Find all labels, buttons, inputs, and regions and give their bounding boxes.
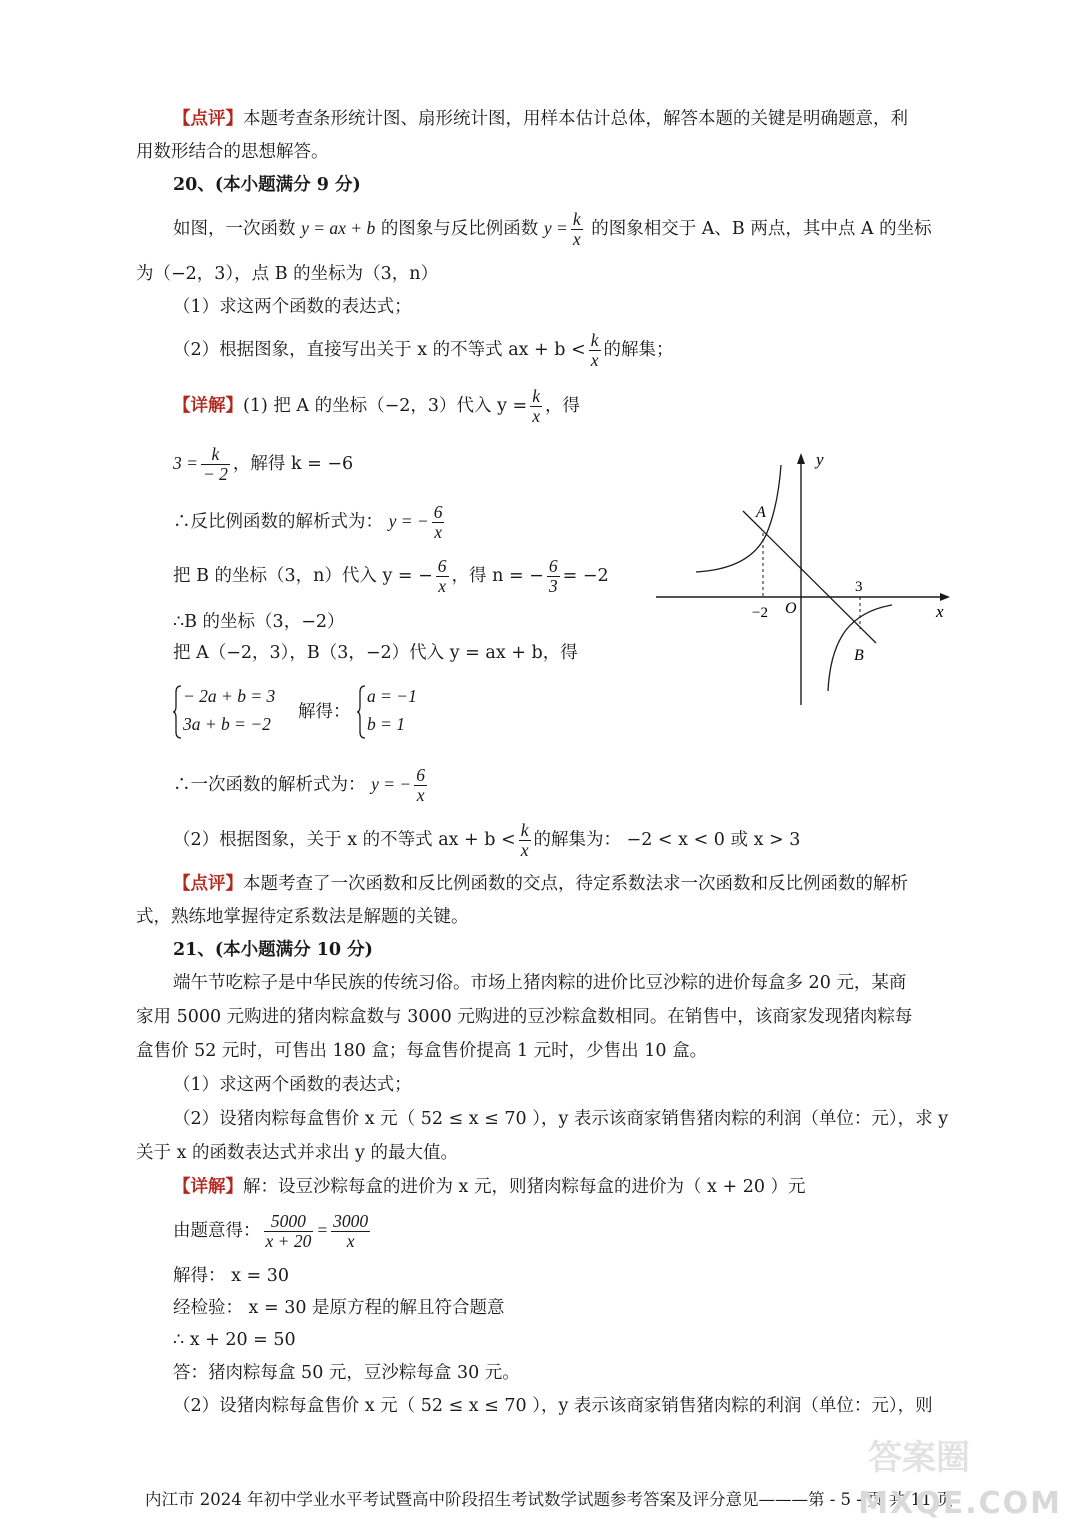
point-b-label: B bbox=[854, 647, 864, 664]
text: ∴一次函数的解析式为： bbox=[173, 775, 366, 795]
y-axis bbox=[797, 453, 805, 705]
text: ∴反比例函数的解析式为： bbox=[173, 512, 383, 532]
solve-label: 解得： bbox=[298, 702, 351, 722]
numerator: 6 bbox=[416, 765, 425, 785]
text: 解：设豆沙粽每盒的进价为 x 元，则猪肉粽每盒的进价为（ x + 20 ）元 bbox=[243, 1177, 806, 1197]
text: （2）根据图象，直接写出关于 x 的不等式 ax + b < bbox=[173, 340, 586, 360]
q20-detail-line-7 bbox=[173, 764, 430, 805]
hyperbola-branch-upper-left bbox=[696, 465, 781, 572]
page-footer: 内江市 2024 年初中学业水平考试暨高中阶段招生考试数学试题参考答案及评分意见———第 - 5 - 页 共 11 页 bbox=[145, 1490, 954, 1509]
fraction-k-over-x bbox=[571, 210, 583, 249]
numerator: 6 bbox=[437, 556, 447, 576]
text: 的图象与反比例函数 bbox=[380, 219, 539, 239]
q21-detail-line-4: 经检验： x = 30 是原方程的解且符合题意 bbox=[173, 1298, 505, 1318]
numerator: k bbox=[201, 445, 230, 465]
q20-comment-line-2: 式，熟练地掌握待定系数法是解题的关键。 bbox=[136, 907, 469, 927]
comment-tag: 【点评】 bbox=[173, 109, 243, 129]
q20-stem-line-1 bbox=[173, 208, 932, 249]
solution-b: b = 1 bbox=[367, 714, 406, 734]
q21-detail-equation bbox=[173, 1210, 373, 1251]
equation: 3 = bbox=[173, 453, 198, 473]
q21-detail-line-7: （2）设猪肉粽每盒售价 x 元（ 52 ≤ x ≤ 70 ），y 表示该商家销售猪肉粽的利润（单位：元），则 bbox=[173, 1396, 933, 1416]
q20-detail-line-6: 把 A（−2，3），B（3，−2）代入 y = ax + b，得 bbox=[173, 643, 578, 663]
q21-detail-line-6: 答：猪肉粽每盒 50 元，豆沙粽每盒 30 元。 bbox=[173, 1363, 520, 1383]
q20-detail-line-1 bbox=[173, 386, 580, 426]
denominator: x bbox=[572, 229, 581, 249]
denominator: x bbox=[520, 840, 529, 860]
watermark-logo: 答案圈 bbox=[868, 1438, 970, 1478]
fraction-6-over-x bbox=[414, 766, 427, 805]
brace-icon bbox=[173, 684, 183, 740]
fraction-k-over-x bbox=[519, 821, 531, 860]
equation-system bbox=[173, 684, 313, 740]
fraction-6-over-3 bbox=[547, 557, 560, 596]
tick-label-neg2: −2 bbox=[752, 605, 768, 621]
text: 的解集为： −2 < x < 0 或 x > 3 bbox=[533, 830, 801, 850]
denominator: 3 bbox=[548, 576, 558, 596]
detail-tag: 【详解】 bbox=[173, 396, 243, 416]
numerator: k bbox=[520, 820, 529, 840]
text: = −2 bbox=[562, 566, 609, 586]
q21-sub-question-1: （1）求这两个函数的表达式； bbox=[173, 1075, 412, 1095]
q21-sub-question-2-line-2: 关于 x 的函数表达式并求出 y 的最大值。 bbox=[136, 1143, 459, 1163]
q20-detail-line-4 bbox=[173, 556, 609, 596]
denominator: − 2 bbox=[202, 464, 228, 484]
q20-sub-question-2 bbox=[173, 330, 674, 370]
denominator: x bbox=[590, 350, 599, 370]
q21-detail-line-3: 解得： x = 30 bbox=[173, 1266, 289, 1286]
q20-detail-line-2 bbox=[173, 443, 353, 484]
q20-comment-line-1 bbox=[173, 872, 908, 896]
q21-heading: 21、(本小题满分 10 分) bbox=[173, 940, 373, 960]
text: 把 B 的坐标（3，n）代入 y = − bbox=[173, 566, 433, 586]
solution-system bbox=[357, 684, 437, 740]
equals-sign: = bbox=[316, 1220, 329, 1240]
equation: y = − bbox=[371, 774, 412, 794]
denominator: x bbox=[434, 522, 442, 542]
numerator: k bbox=[532, 386, 541, 406]
denominator: x + 20 bbox=[265, 1231, 312, 1251]
watermark: MXQE.COM bbox=[858, 1486, 1062, 1521]
text: ，得 bbox=[545, 396, 581, 416]
numerator: k bbox=[590, 330, 599, 350]
comment-line-1 bbox=[173, 107, 908, 131]
comment-line-2: 用数形结合的思想解答。 bbox=[136, 142, 329, 162]
text: （2）根据图象，关于 x 的不等式 ax + b < bbox=[173, 830, 516, 850]
x-axis-label: x bbox=[936, 602, 944, 621]
text: 的图象相交于 A、B 两点，其中点 A 的坐标 bbox=[591, 219, 932, 239]
denominator: x bbox=[346, 1231, 355, 1251]
text: 如图，一次函数 bbox=[173, 219, 296, 239]
equation: y = − bbox=[388, 511, 429, 531]
denominator: x bbox=[532, 406, 541, 426]
q20-detail-line-8 bbox=[173, 820, 800, 860]
q20-heading: 20、(本小题满分 9 分) bbox=[173, 175, 361, 195]
equation: y = ax + b bbox=[301, 218, 376, 238]
comment-text: 本题考查条形统计图、扇形统计图，用样本估计总体，解答本题的关键是明确题意，利 bbox=[243, 109, 908, 129]
q21-stem-line-3: 盒售价 52 元时，可售出 180 盒；每盒售价提高 1 元时，少售出 10 盒。 bbox=[136, 1041, 708, 1061]
text: ，得 n = − bbox=[451, 566, 544, 586]
q21-detail-line-1 bbox=[173, 1175, 806, 1199]
comment-tag: 【点评】 bbox=[173, 874, 243, 894]
denominator: x bbox=[416, 785, 425, 805]
equation: y = bbox=[543, 218, 568, 238]
q20-stem-line-2: 为（−2，3），点 B 的坐标为（3，n） bbox=[136, 264, 439, 284]
arrow-right-icon bbox=[940, 593, 950, 601]
x-axis bbox=[656, 593, 950, 601]
q21-stem-line-2: 家用 5000 元购进的猪肉粽盒数与 3000 元购进的豆沙粽盒数相同。在销售中，该商家发现猪肉粽每 bbox=[136, 1007, 913, 1027]
q20-detail-line-3 bbox=[173, 501, 447, 542]
detail-tag: 【详解】 bbox=[173, 1177, 243, 1197]
fraction-k-over-neg2 bbox=[201, 445, 230, 484]
comment-text: 本题考查了一次函数和反比例函数的交点，待定系数法求一次函数和反比例函数的解析 bbox=[243, 874, 908, 894]
point-a-label: A bbox=[756, 504, 766, 521]
q21-stem-line-1: 端午节吃粽子是中华民族的传统习俗。市场上猪肉粽的进价比豆沙粽的进价每盒多 20 元，某商 bbox=[173, 973, 907, 993]
system-eq-1: − 2a + b = 3 bbox=[183, 686, 276, 706]
fraction-6-over-x bbox=[432, 503, 445, 542]
q20-sub-question-1: （1）求这两个函数的表达式； bbox=[173, 297, 412, 317]
fraction-k-over-x bbox=[530, 387, 542, 426]
system-eq-2: 3a + b = −2 bbox=[183, 714, 271, 734]
numerator: 6 bbox=[548, 556, 558, 576]
origin-label: O bbox=[785, 600, 797, 617]
numerator: 5000 bbox=[264, 1212, 314, 1232]
solution-a: a = −1 bbox=[367, 686, 417, 706]
tick-label-3: 3 bbox=[855, 579, 863, 595]
fraction-k-over-x bbox=[589, 331, 601, 370]
fraction-6-over-x bbox=[436, 557, 449, 596]
q21-detail-line-5: ∴ x + 20 = 50 bbox=[173, 1330, 296, 1350]
q20-detail-line-5: ∴B 的坐标（3，−2） bbox=[173, 612, 345, 632]
numerator: 6 bbox=[433, 502, 443, 522]
denominator: x bbox=[438, 576, 447, 596]
text: 由题意得： bbox=[173, 1221, 261, 1241]
brace-icon bbox=[357, 684, 367, 740]
fraction-5000-over-x-plus-20 bbox=[264, 1212, 314, 1251]
text: (1) 把 A 的坐标（−2，3）代入 y = bbox=[243, 396, 528, 416]
arrow-up-icon bbox=[797, 453, 805, 464]
text: ，解得 k = −6 bbox=[232, 454, 354, 474]
numerator: 3000 bbox=[333, 1211, 369, 1231]
q21-sub-question-2-line-1: （2）设猪肉粽每盒售价 x 元（ 52 ≤ x ≤ 70 ），y 表示该商家销售猪肉粽的利润（单位：元），求 y bbox=[173, 1109, 949, 1129]
y-axis-label: y bbox=[816, 450, 824, 469]
function-graph bbox=[650, 445, 960, 710]
fraction-3000-over-x bbox=[331, 1212, 370, 1251]
text: 的解集； bbox=[603, 340, 674, 360]
numerator: k bbox=[572, 209, 581, 229]
